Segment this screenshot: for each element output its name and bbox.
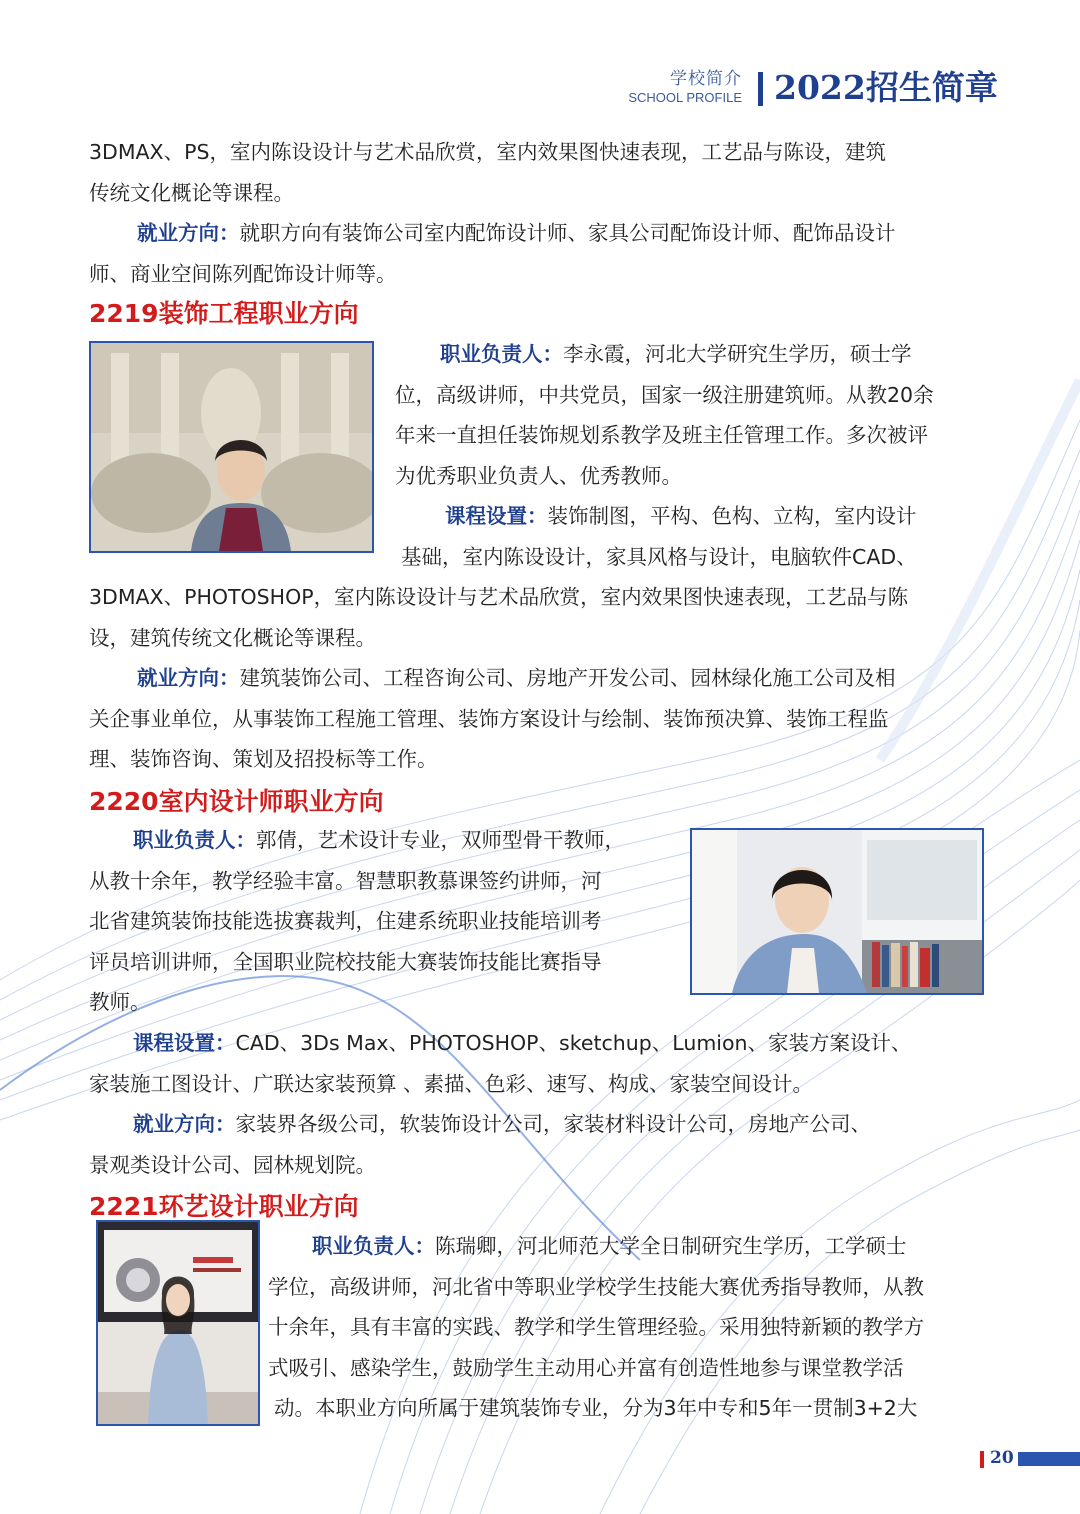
header-section-en: SCHOOL PROFILE [628,90,742,105]
employ-2219-line-3: 理、装饰咨询、策划及招投标等工作。 [89,747,438,772]
leader-2220-line-2: 从教十余年，教学经验丰富。智慧职教慕课签约讲师，河 [89,868,602,893]
course-2220-line-1: CAD、3Ds Max、PHOTOSHOP、sketchup、Lumion、家装方案设计、 [235,1031,912,1055]
employ-2219-line-2: 关企事业单位，从事装饰工程施工管理、装饰方案设计与绘制、装饰预决算、装饰工程监 [89,706,889,731]
leader-2220-line-4: 评员培训讲师，全国职业院校技能大赛装饰技能比赛指导 [89,949,602,974]
employ-2219-line-1: 建筑装饰公司、工程咨询公司、房地产开发公司、园林绿化施工公司及相 [239,666,896,691]
leader-2220-line-5: 教师。 [89,990,151,1015]
intro-paragraph [89,132,989,294]
section-heading-2221: 2221环艺设计职业方向 [89,1192,359,1221]
section-2219-body [89,577,989,780]
section-heading-2220: 2220室内设计师职业方向 [89,787,384,816]
section-heading-2219: 2219装饰工程职业方向 [89,299,359,328]
section-2220-body [89,1023,989,1185]
leader-2221-line-2: 学位，高级讲师，河北省中等职业学校学生技能大赛优秀指导教师，从教 [268,1274,924,1299]
course-2219-line-1: 装饰制图，平构、色构、立构，室内设计 [547,504,917,529]
header-divider [758,72,763,106]
leader-2220-line-3: 北省建筑装饰技能选拔赛裁判，住建系统职业技能培训考 [89,909,602,934]
page-number: 20 [990,1448,1014,1468]
page-number-bar [1018,1452,1080,1466]
intro-employ-text: 就职方向有装饰公司室内配饰设计师、家具公司配饰设计师、配饰品设计 [239,221,896,246]
header-title: 2022招生简章 [774,68,998,107]
employ-label-2219: 就业方向： [137,666,240,691]
section-2219-leader [395,334,995,578]
leader-label-2221: 职业负责人： [312,1234,435,1258]
intro-employ-line-2: 师、商业空间陈列配饰设计师等。 [89,261,397,286]
course-2219-line-2: 基础，室内陈设设计，家具风格与设计，电脑软件CAD、 [401,544,917,569]
page-number-marker [980,1451,984,1468]
course-label-2220: 课程设置： [133,1031,236,1055]
leader-2219-line-2: 位，高级讲师，中共党员，国家一级注册建筑师。从教20余 [395,382,934,407]
leader-label-2220: 职业负责人： [133,828,256,852]
photo-2219-leader [89,341,374,553]
section-2220-leader [89,820,689,1023]
course-label-2219: 课程设置： [445,504,548,529]
photo-2220-leader [690,828,984,995]
intro-line-1: 3DMAX、PS，室内陈设设计与艺术品欣赏，室内效果图快速表现，工艺品与陈设，建筑 [89,140,886,164]
leader-2220-line-1: 郭倩，艺术设计专业，双师型骨干教师， [256,828,625,852]
course-2219-line-4: 设，建筑传统文化概论等课程。 [89,625,376,650]
leader-2221-line-5: 动。本职业方向所属于建筑装饰专业，分为3年中专和5年一贯制3+2大 [274,1396,918,1421]
employ-label-2220: 就业方向： [133,1112,236,1137]
leader-2221-line-1: 陈瑞卿，河北师范大学全日制研究生学历，工学硕士 [435,1234,907,1258]
employ-2220-line-1: 家装界各级公司，软装饰设计公司，家装材料设计公司，房地产公司、 [235,1112,871,1137]
intro-employ-label: 就业方向： [137,221,240,246]
course-2220-line-2: 家装施工图设计、广联达家装预算 、素描、色彩、速写、构成、家装空间设计。 [89,1071,814,1096]
leader-2219-line-1: 李永霞，河北大学研究生学历，硕士学 [563,342,912,366]
leader-2219-line-3: 年来一直担任装饰规划系教学及班主任管理工作。多次被评 [395,423,928,448]
leader-label-2219: 职业负责人： [440,342,563,366]
header-section-cn: 学校简介 [670,69,742,89]
section-2221-leader [268,1226,988,1429]
leader-2221-line-3: 十余年，具有丰富的实践、教学和学生管理经验。采用独特新颖的教学方 [268,1315,924,1340]
intro-line-2: 传统文化概论等课程。 [89,180,294,205]
course-2219-line-3: 3DMAX、PHOTOSHOP，室内陈设设计与艺术品欣赏，室内效果图快速表现，工艺品与陈 [89,585,909,609]
photo-2221-leader [96,1220,260,1426]
employ-2220-line-2: 景观类设计公司、园林规划院。 [89,1152,376,1177]
leader-2219-line-4: 为优秀职业负责人、优秀教师。 [395,463,682,488]
leader-2221-line-4: 式吸引、感染学生，鼓励学生主动用心并富有创造性地参与课堂教学活 [268,1355,904,1380]
